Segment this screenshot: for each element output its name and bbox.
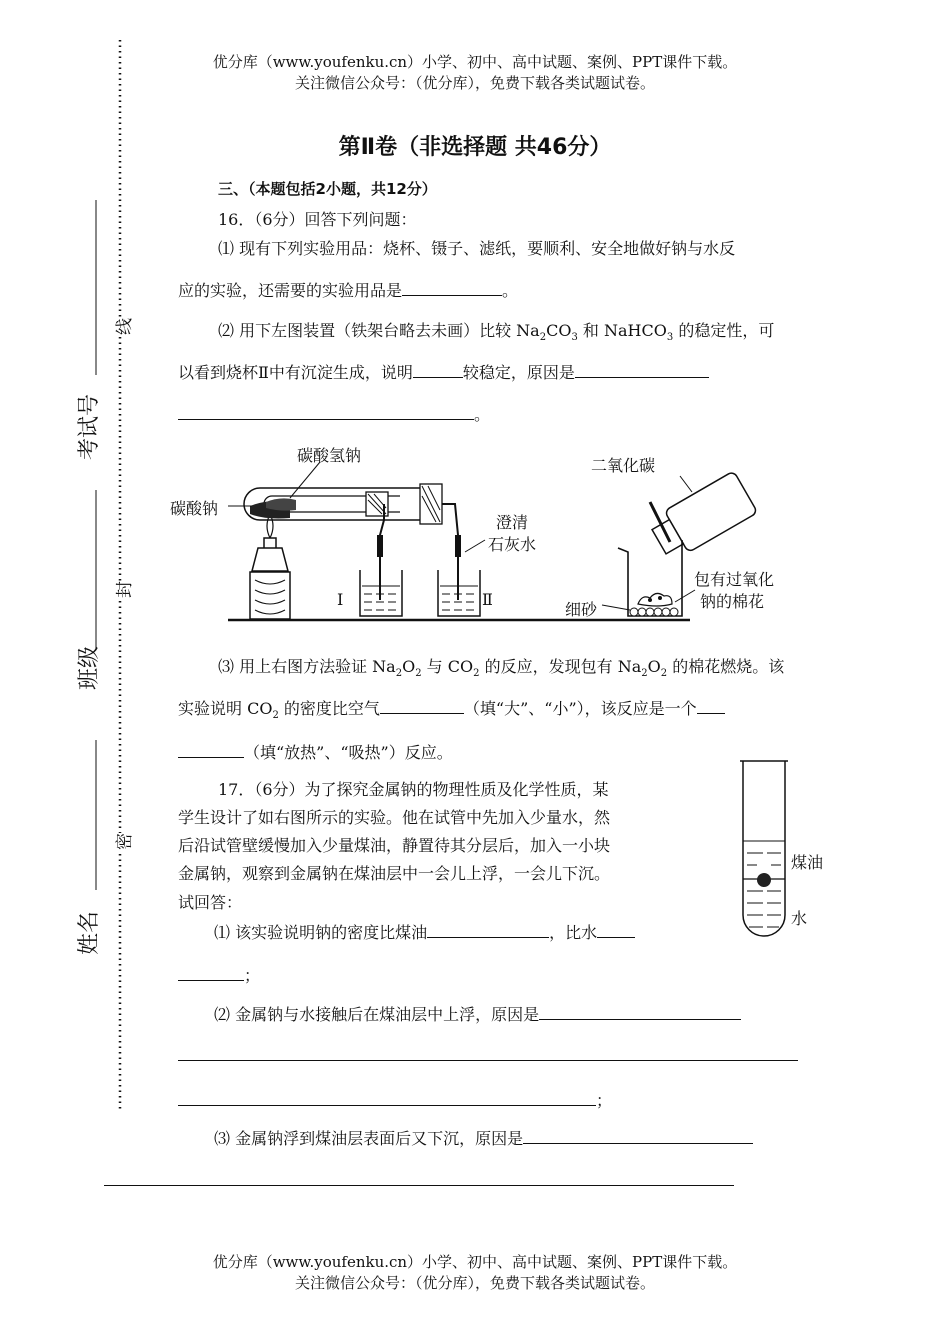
q16-part2-line2: 以看到烧杯Ⅱ中有沉淀生成，说明 较稳定，原因是 xyxy=(178,360,709,383)
q17-part2-line1: ⑵ 金属钠与水接触后在煤油层中上浮，原因是 xyxy=(214,1002,741,1025)
q17-part2-line3: ； xyxy=(178,1088,612,1111)
q16-part3-line1: ⑶ 用上右图方法验证 $Na_2O_2$ 与 $CO_2$ 的反应，发现包有 $Na_2O_2$ 的棉花燃烧。该 xyxy=(218,657,785,680)
answer-blank[interactable] xyxy=(427,923,549,938)
label-limewater-1: 澄清 xyxy=(496,513,529,532)
binding-mark-secret: 密 xyxy=(110,833,135,850)
header-line-1: 优分库（www.youfenku.cn）小学、初中、高中试题、案例、PPT课件下载。 xyxy=(212,53,738,71)
label-cotton-1: 包有过氧化 xyxy=(694,570,775,589)
label-water: 水 xyxy=(791,909,808,928)
class-label: 班级 xyxy=(77,645,102,690)
label-limewater-2: 石灰水 xyxy=(488,535,537,554)
answer-blank[interactable] xyxy=(402,281,502,296)
section-heading: 三、（本题包括2小题，共12分） xyxy=(218,180,437,198)
q17-part1-line2: ； xyxy=(178,963,260,986)
q16-part2-line3: 。 xyxy=(178,402,490,425)
header-line-2: 关注微信公众号：（优分库），免费下载各类试题试卷。 xyxy=(294,74,655,92)
q17-part1-line1: ⑴ 该实验说明钠的密度比煤油 ，比水 xyxy=(214,920,635,943)
q17-line1: 17．（6分）为了探究金属钠的物理性质及化学性质，某 xyxy=(218,780,609,799)
diagram-heating-apparatus xyxy=(170,440,520,625)
q16-part1-line1: ⑴ 现有下列实验用品：烧杯、镊子、滤纸，要顺利、安全地做好钠与水反 xyxy=(218,239,736,258)
q17-line3: 后沿试管壁缓慢加入少量煤油，静置待其分层后，加入一小块 xyxy=(178,836,611,855)
binding-mark-seal: 封 xyxy=(110,581,135,598)
label-cotton-2: 钠的棉花 xyxy=(700,592,765,611)
answer-blank[interactable] xyxy=(697,699,725,714)
answer-blank[interactable] xyxy=(178,966,244,981)
label-kerosene: 煤油 xyxy=(791,853,824,872)
label-co2: 二氧化碳 xyxy=(591,456,656,475)
q16-part1-line2: 应的实验，还需要的实验用品是 。 xyxy=(178,281,519,300)
q17-line4: 金属钠，观察到金属钠在煤油层中一会儿上浮，一会儿下沉。 xyxy=(178,864,611,883)
q16-part3-line2: 实验说明 $CO_2$ 的密度比空气 （填“大”、“小”），该反应是一个 xyxy=(178,696,725,721)
q17-line2: 学生设计了如右图所示的实验。他在试管中先加入少量水，然 xyxy=(178,808,611,827)
page-title: 第Ⅱ卷（非选择题 共46分） xyxy=(338,135,612,160)
answer-blank[interactable] xyxy=(178,405,474,420)
q17-part3-line1: ⑶ 金属钠浮到煤油层表面后又下沉，原因是 xyxy=(214,1126,753,1149)
q16-stem: 16．（6分）回答下列问题： xyxy=(218,210,417,229)
exam-number-label: 考试号 xyxy=(77,393,102,460)
answer-blank[interactable] xyxy=(597,923,635,938)
footer-line-2: 关注微信公众号：（优分库），免费下载各类试题试卷。 xyxy=(294,1274,655,1292)
answer-blank[interactable] xyxy=(539,1005,741,1020)
label-sodium-bicarbonate: 碳酸氢钠 xyxy=(297,446,362,465)
binding-margin xyxy=(60,30,140,1120)
answer-blank-line[interactable] xyxy=(178,1060,798,1061)
label-beaker-2: Ⅱ xyxy=(482,590,493,609)
answer-blank[interactable] xyxy=(413,363,463,378)
q17-line5: 试回答： xyxy=(178,893,243,912)
footer-line-1: 优分库（www.youfenku.cn）小学、初中、高中试题、案例、PPT课件下载。 xyxy=(212,1253,738,1271)
q16-part2-line1: ⑵ 用下左图装置（铁架台略去未画）比较 $Na_2CO_3$ 和 NaHCO$_3$ 的稳定性，可 xyxy=(218,321,775,344)
q16-part3-line3: （填“放热”、“吸热”）反应。 xyxy=(178,740,453,763)
binding-mark-line: 线 xyxy=(110,318,135,335)
label-beaker-1: Ⅰ xyxy=(337,590,344,609)
answer-blank[interactable] xyxy=(178,1091,596,1106)
bottom-rule xyxy=(104,1185,734,1186)
answer-blank[interactable] xyxy=(575,363,709,378)
diagram-test-tube xyxy=(735,755,795,945)
answer-blank[interactable] xyxy=(178,743,244,758)
label-sand: 细砂 xyxy=(565,600,598,619)
answer-blank[interactable] xyxy=(380,699,464,714)
answer-blank[interactable] xyxy=(523,1129,753,1144)
label-sodium-carbonate: 碳酸钠 xyxy=(170,499,219,518)
name-label: 姓名 xyxy=(77,910,102,955)
